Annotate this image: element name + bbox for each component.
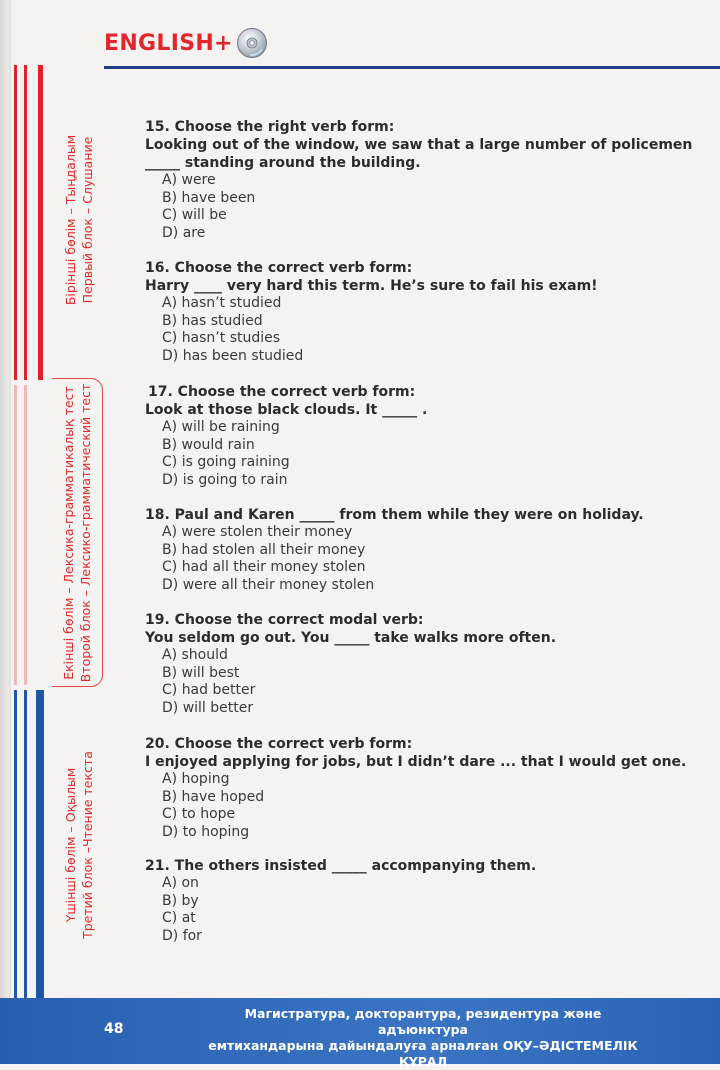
question-stem: Look at those black clouds. It _____ . [145,402,428,418]
answer-option: C) had all their money stolen [162,559,366,576]
footer-caption-line2: емтихандарына дайындалуға арналған ОҚУ–ӘДІСТЕМЕЛІК ҚҰРАЛ [208,1038,638,1069]
side-label-line2: Второй блок – Лексико-грамматический тест [78,383,93,682]
answer-options [145,647,705,717]
answer-option: A) on [162,875,199,891]
answer-option: C) hasn’t studies [162,330,281,347]
answer-option: B) have hoped [162,788,265,805]
answer-options [145,295,705,365]
answer-options [145,524,705,594]
side-label-line2: Третий блок –Чтение текста [80,751,95,939]
answer-options [148,419,708,489]
answer-option: C) is going raining [162,454,290,471]
footer-caption-line1: Магистратура, докторантура, резидентура және адъюнктура [244,1006,602,1037]
section1-bar [24,65,27,380]
section2-bar [14,385,17,685]
side-tab-section2 [52,378,103,687]
section3-bar [24,690,27,1000]
answer-option: D) for [162,927,202,944]
question-stem: Harry ____ very hard this term. He’s sure to fail his exam! [145,278,598,294]
question-title: 17. Choose the correct verb form: [148,384,416,400]
footer-caption [198,1006,648,1070]
question-title: 15. Choose the right verb form: [145,119,395,135]
answer-option: D) will better [162,699,254,716]
question-19 [145,611,705,717]
question-title: 21. The others insisted _____ accompanying them. [145,858,537,874]
question-20 [145,735,705,841]
section3-bar [36,690,44,1000]
answer-options [145,875,705,945]
page-number: 48 [104,1021,124,1037]
question-stem: I enjoyed applying for jobs, but I didn’t dare ... that I would get one. [145,754,687,770]
question-16 [145,259,705,365]
side-label-line1: Екінші бөлім – Лексика-грамматикалық тест [61,385,76,680]
answer-option: B) has studied [162,312,263,329]
answer-option: A) hasn’t studied [162,295,282,311]
answer-option: B) will best [162,664,240,681]
question-title: 20. Choose the correct verb form: [145,736,413,752]
cd-disc-icon [236,27,268,59]
question-title: 16. Choose the correct verb form: [145,260,413,276]
answer-option: B) had stolen all their money [162,541,366,558]
section3-bar [14,690,17,1000]
answer-option: D) is going to rain [162,471,288,488]
section2-bar [24,385,27,685]
answer-option: A) hoping [162,771,230,787]
answer-option: A) will be raining [162,419,280,435]
answer-option: C) will be [162,207,227,224]
question-18 [145,506,705,594]
answer-option: A) were [162,172,216,188]
answer-option: D) are [162,224,206,241]
side-label-line2: Первый блок – Слушание [80,136,95,304]
question-17 [145,383,708,489]
section1-bar [14,65,17,380]
question-stem: Looking out of the window, we saw that a large number of policemen _____ standing around the building. [145,137,693,171]
answer-option: C) had better [162,682,256,699]
question-stem: You seldom go out. You _____ take walks more often. [145,630,557,646]
side-label-line1: Бірінші бөлім – Тыңдалым [63,134,78,306]
answer-options [145,771,705,841]
answer-option: D) has been studied [162,347,304,364]
answer-option: B) have been [162,189,256,206]
side-tab-section1 [58,70,100,370]
section1-bar [38,65,43,380]
side-tab-section3 [58,700,100,990]
answer-option: B) would rain [162,436,255,453]
question-21 [145,857,705,945]
question-title: 18. Paul and Karen _____ from them while they were on holiday. [145,507,644,523]
question-title: 19. Choose the correct modal verb: [145,612,424,628]
answer-option: C) to hope [162,806,236,823]
logo-text: ENGLISH+ [104,30,233,56]
answer-option: A) were stolen their money [162,524,353,540]
page-edge-line [9,0,11,1064]
page-edge [0,0,9,1064]
answer-option: B) by [162,892,199,909]
header-rule [104,66,720,69]
answer-option: C) at [162,910,196,927]
answer-option: D) were all their money stolen [162,576,375,593]
question-15 [145,118,705,242]
answer-option: A) should [162,647,228,663]
english-plus-logo [104,27,268,59]
side-label-line1: Үшінші бөлім – Оқылым [63,767,78,923]
answer-options [145,172,705,242]
answer-option: D) to hoping [162,823,250,840]
